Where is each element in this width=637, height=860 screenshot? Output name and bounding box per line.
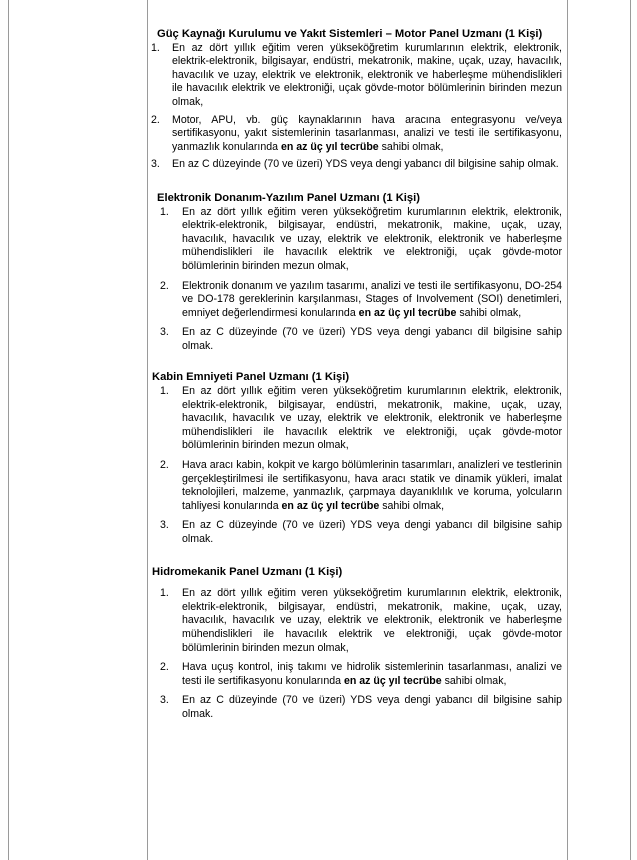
list-item (150, 280, 562, 321)
list-item (150, 158, 562, 172)
item-number: 1. (151, 41, 160, 54)
item-number: 2. (151, 113, 160, 126)
item-text: En az C düzeyinde (70 ve üzeri) YDS veya dengi yabancı dil bilgisine sahip olmak. (182, 519, 562, 545)
item-number: 3. (160, 519, 169, 532)
item-text: Motor, APU, vb. güç kaynaklarının hava aracına entegrasyonu ve/veya sertifikasyonu, yakıt sistemlerinin tasarlanması, analizi ve testi ile sertifikasyonu, yanmazlık konularında (172, 113, 562, 153)
item-number: 3. (160, 326, 169, 339)
requirement-list (150, 385, 562, 547)
requirements-cell (150, 28, 562, 728)
item-text: En az C düzeyinde (70 ve üzeri) YDS veya dengi yabancı dil bilgisine sahip olmak. (172, 158, 559, 171)
item-text-after: sahibi olmak, (456, 306, 522, 319)
list-item (150, 459, 562, 513)
list-item (150, 385, 562, 453)
item-text-after: sahibi olmak, (378, 140, 444, 153)
requirement-list (150, 206, 562, 354)
item-number: 2. (160, 279, 169, 292)
list-item (150, 114, 562, 155)
section-cabin-safety-panel (150, 371, 562, 546)
section-title: Elektronik Donanım-Yazılım Panel Uzmanı (1 Kişi) (157, 191, 420, 204)
table-border-right (630, 0, 631, 860)
list-item (150, 326, 562, 353)
section-title: Kabin Emniyeti Panel Uzmanı (1 Kişi) (152, 371, 350, 384)
section-title: Güç Kaynağı Kurulumu ve Yakıt Sistemleri – Motor Panel Uzmanı (1 Kişi) (157, 28, 543, 40)
item-text: En az C düzeyinde (70 ve üzeri) YDS veya dengi yabancı dil bilgisine sahip olmak. (182, 326, 562, 352)
item-emphasis: en az üç yıl tecrübe (343, 674, 442, 687)
list-item (150, 206, 562, 274)
section-motor-panel (150, 28, 562, 172)
requirement-list (150, 42, 562, 172)
item-number: 2. (160, 661, 169, 674)
item-text: En az dört yıllık eğitim veren yükseköğretim kurumlarının elektrik, elektronik, elektrik-elektronik, bilgisayar, endüstri, mekatronik, makine, uçak, uzay, havacılık, havacılık ve uzay, elektrik ve elektronik, elektronik ve haberleşme mühendislikleri ile havacılık elektrik ve elektroniği, uçak gövde-motor bölümlerinin birinden mezun olmak, (182, 587, 562, 654)
item-emphasis: en az üç yıl tecrübe (358, 306, 457, 319)
item-text: Hava aracı kabin, kokpit ve kargo bölümlerinin tasarımları, analizleri ve testlerinin gerçekleştirilmesi ile sertifikasyonu, hava aracı statik ve dinamik yükleri, imalat teknolojileri, malzeme, yanmazlık, çarpmaya dayanıklılık ve koruma, yolcuların tahliyesi konularında (182, 459, 562, 512)
item-text: En az dört yıllık eğitim veren yükseköğretim kurumlarının elektrik, elektronik, elektrik-elektronik, bilgisayar, endüstri, mekatronik, makine, uçak, uzay, havacılık, havacılık ve uzay, elektrik ve elektronik, elektronik ve haberleşme mühendislikleri ile havacılık elektrik ve elektroniği, uçak gövde-motor bölümlerinin birinden mezun olmak, (182, 205, 562, 272)
item-text-after: sahibi olmak, (379, 499, 445, 512)
item-emphasis: en az üç yıl tecrübe (281, 499, 380, 512)
item-text-after: sahibi olmak, (441, 674, 507, 687)
item-number: 1. (160, 385, 169, 398)
table-border-left (8, 0, 9, 860)
table-border-col2 (567, 0, 568, 860)
requirement-list (150, 587, 562, 721)
item-text: En az dört yıllık eğitim veren yükseköğretim kurumlarının elektrik, elektronik, elektrik-elektronik, bilgisayar, endüstri, mekatronik, makine, uçak, uzay, havacılık, havacılık ve uzay, elektrik ve elektronik, elektronik ve haberleşme mühendislikleri ile havacılık elektrik ve elektroniği, uçak gövde-motor bölümlerinin birinden mezun olmak, (182, 385, 562, 452)
list-item (150, 519, 562, 546)
list-item (150, 661, 562, 688)
table-border-col1 (147, 0, 148, 860)
section-title: Hidromekanik Panel Uzmanı (1 Kişi) (152, 565, 343, 578)
item-number: 3. (151, 158, 160, 171)
list-item (150, 42, 562, 110)
list-item (150, 587, 562, 655)
item-text: En az C düzeyinde (70 ve üzeri) YDS veya dengi yabancı dil bilgisine sahip olmak. (182, 694, 562, 720)
item-number: 1. (160, 587, 169, 600)
list-item (150, 694, 562, 721)
item-number: 3. (160, 694, 169, 707)
item-number: 2. (160, 459, 169, 472)
item-text: Hava uçuş kontrol, iniş takımı ve hidrolik sistemlerinin tasarlanması, analizi ve testi ile sertifikasyonu konularında (182, 661, 562, 687)
item-emphasis: en az üç yıl tecrübe (280, 140, 379, 153)
item-text: Elektronik donanım ve yazılım tasarımı, analizi ve testi ile sertifikasyonu, DO-254 ve DO-178 gereklerinin karşılanması, Stages of Involvement (SOI) denetimleri, emniyet değerlendirmesi konularında (182, 279, 562, 319)
item-text: En az dört yıllık eğitim veren yükseköğretim kurumlarının elektrik, elektronik, elektrik-elektronik, bilgisayar, endüstri, mekatronik, makine, uçak, uzay, havacılık, havacılık ve uzay, elektrik ve elektronik, elektronik ve haberleşme mühendislikleri ile havacılık elektrik ve elektroniği, uçak gövde-motor bölümlerinin birinden mezun olmak, (172, 41, 562, 108)
section-electronics-panel (150, 192, 562, 354)
item-number: 1. (160, 205, 169, 218)
section-hydromechanic-panel (150, 566, 562, 722)
